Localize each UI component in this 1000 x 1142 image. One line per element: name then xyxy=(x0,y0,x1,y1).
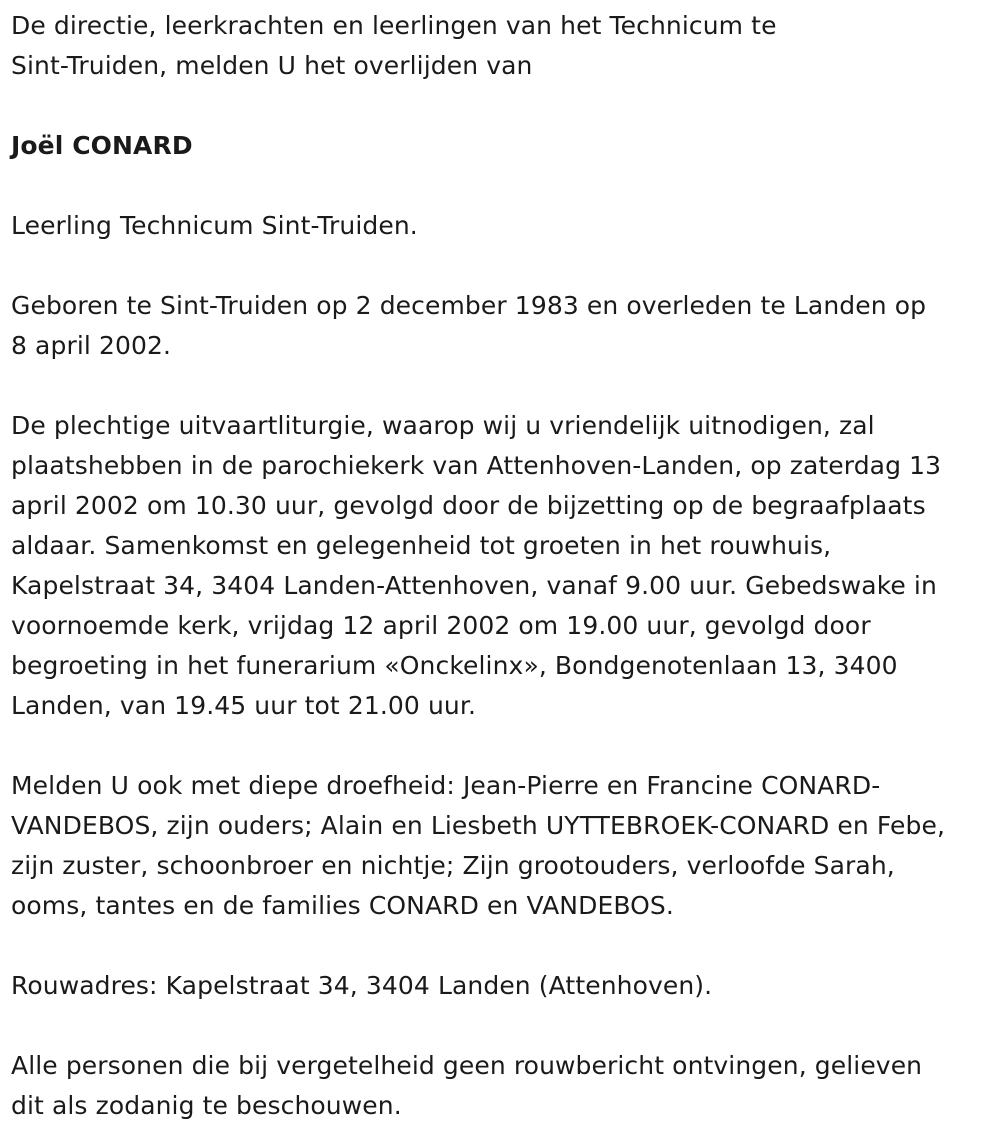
birth-death-line: Geboren te Sint-Truiden op 2 december 1983 en overleden te Landen op xyxy=(11,291,927,320)
funeral-line: Kapelstraat 34, 3404 Landen-Attenhoven, vanaf 9.00 uur. Gebedswake in xyxy=(11,571,937,600)
funeral-paragraph xyxy=(11,406,989,726)
birth-death-paragraph xyxy=(11,286,989,366)
closing-line: dit als zodanig te beschouwen. xyxy=(11,1091,402,1120)
closing-paragraph xyxy=(11,1046,989,1126)
deceased-name: Joël CONARD xyxy=(11,131,193,160)
funeral-line: begroeting in het funerarium «Onckelinx», Bondgenotenlaan 13, 3400 xyxy=(11,651,898,680)
funeral-line: plaatshebben in de parochiekerk van Attenhoven-Landen, op zaterdag 13 xyxy=(11,451,942,480)
intro-line: Sint-Truiden, melden U het overlijden van xyxy=(11,51,533,80)
family-line: Melden U ook met diepe droefheid: Jean-Pierre en Francine CONARD- xyxy=(11,771,881,800)
role-paragraph xyxy=(11,206,989,246)
address-paragraph xyxy=(11,966,989,1006)
intro-line: De directie, leerkrachten en leerlingen van het Technicum te xyxy=(11,11,777,40)
funeral-line: april 2002 om 10.30 uur, gevolgd door de bijzetting op de begraafplaats xyxy=(11,491,926,520)
funeral-line: De plechtige uitvaartliturgie, waarop wij u vriendelijk uitnodigen, zal xyxy=(11,411,875,440)
funeral-line: voornoemde kerk, vrijdag 12 april 2002 om 19.00 uur, gevolgd door xyxy=(11,611,871,640)
birth-death-line: 8 april 2002. xyxy=(11,331,172,360)
obituary-document xyxy=(11,6,989,1126)
family-line: ooms, tantes en de families CONARD en VANDEBOS. xyxy=(11,891,674,920)
intro-paragraph xyxy=(11,6,989,86)
family-line: zijn zuster, schoonbroer en nichtje; Zijn grootouders, verloofde Sarah, xyxy=(11,851,895,880)
closing-line: Alle personen die bij vergetelheid geen rouwbericht ontvingen, gelieven xyxy=(11,1051,923,1080)
role-line: Leerling Technicum Sint-Truiden. xyxy=(11,211,418,240)
family-paragraph xyxy=(11,766,989,926)
funeral-line: aldaar. Samenkomst en gelegenheid tot groeten in het rouwhuis, xyxy=(11,531,832,560)
funeral-line: Landen, van 19.45 uur tot 21.00 uur. xyxy=(11,691,477,720)
deceased-name-paragraph xyxy=(11,126,989,166)
address-line: Rouwadres: Kapelstraat 34, 3404 Landen (Attenhoven). xyxy=(11,971,713,1000)
family-line: VANDEBOS, zijn ouders; Alain en Liesbeth UYTTEBROEK-CONARD en Febe, xyxy=(11,811,945,840)
